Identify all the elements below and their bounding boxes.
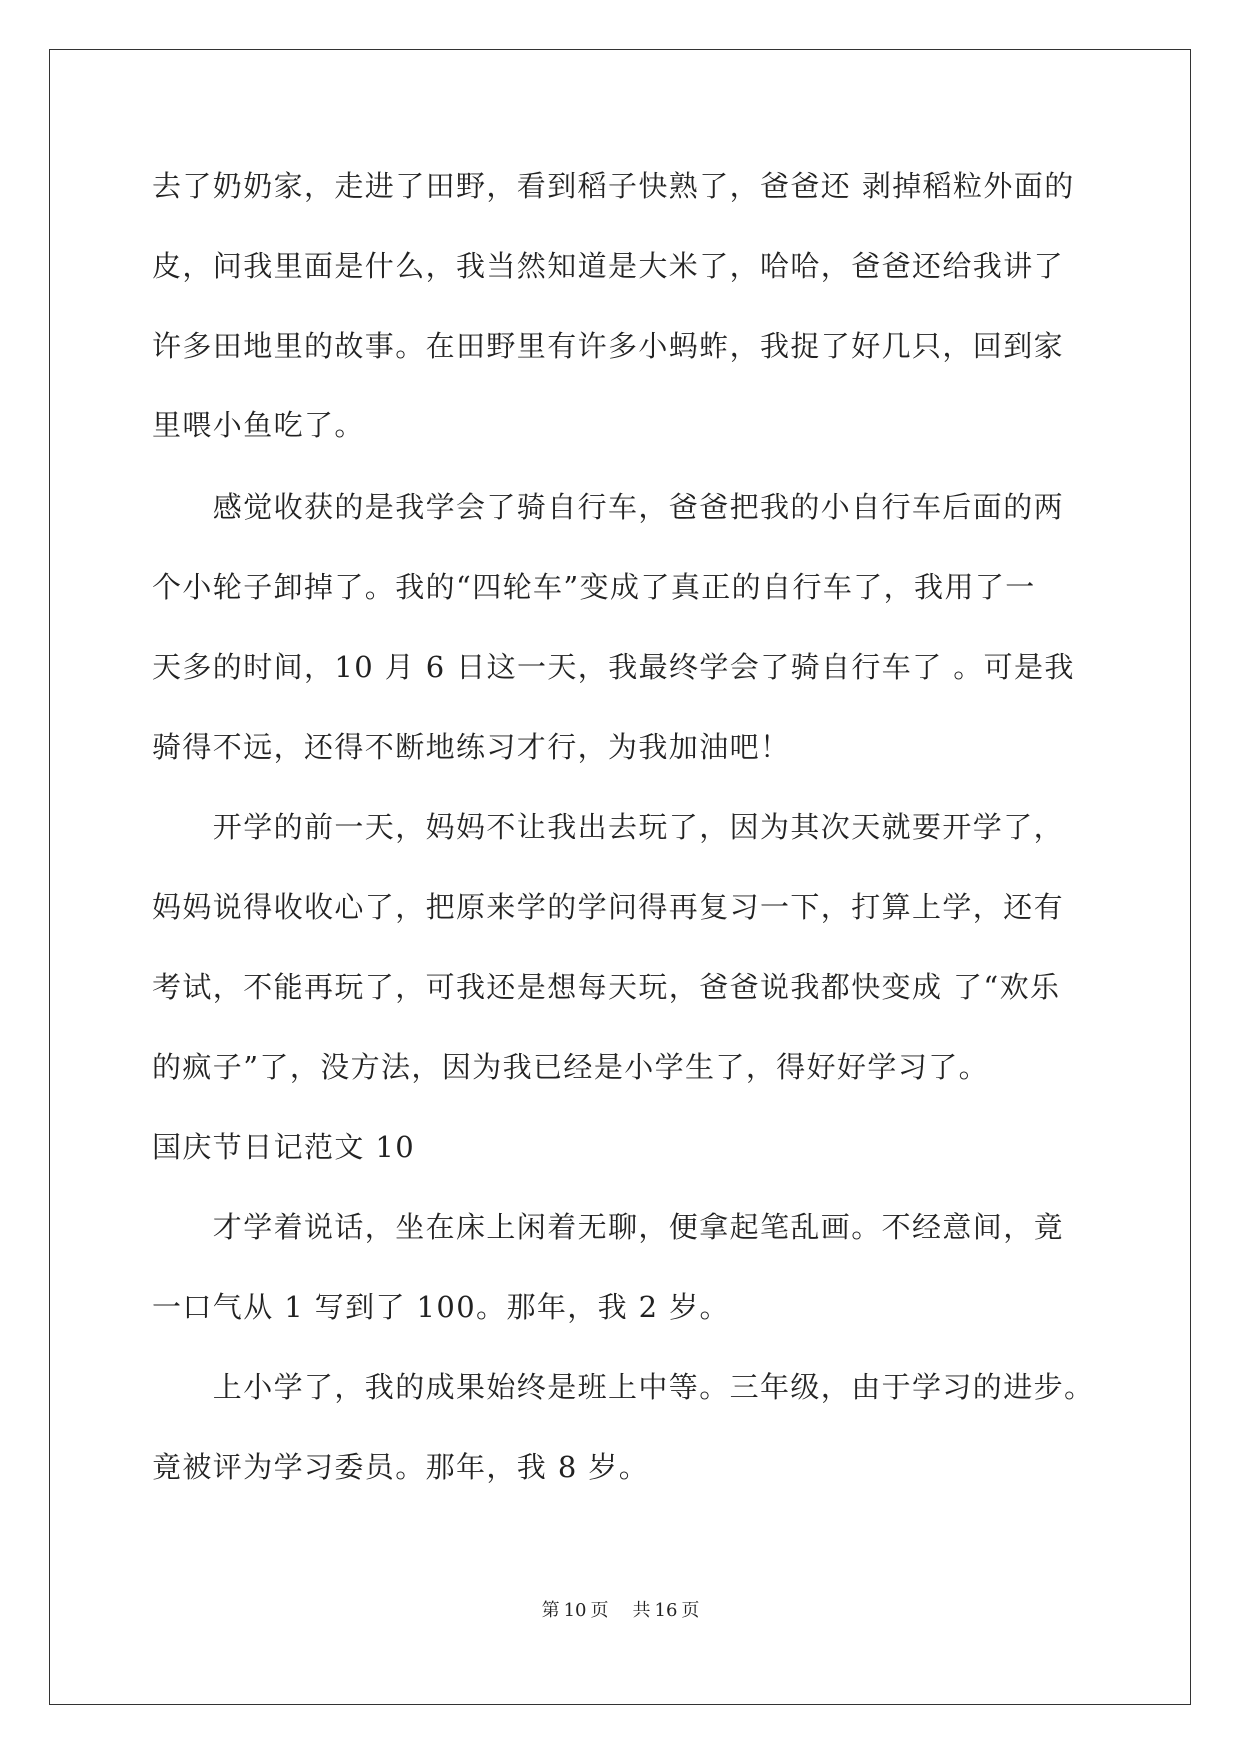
text-line: 天多的时间，10 月 6 日这一天，我最终学会了骑自行车了 。可是我	[152, 650, 1075, 684]
total-prefix: 共	[632, 1600, 651, 1621]
text-line: 上小学了，我的成果始终是班上中等。三年级，由于学习的进步。	[152, 1370, 1095, 1404]
text-line: 皮，问我里面是什么，我当然知道是大米了，哈哈，爸爸还给我讲了	[152, 249, 1065, 283]
page-number: 10	[563, 1600, 587, 1621]
text-line: 骑得不远，还得不断地练习才行，为我加油吧！	[152, 730, 791, 764]
total-pages: 16	[654, 1600, 678, 1621]
text-line: 考试，不能再玩了，可我还是想每天玩，爸爸说我都快变成 了“欢乐	[152, 970, 1061, 1004]
text-line: 才学着说话，坐在床上闲着无聊，便拿起笔乱画。不经意间，竟	[152, 1210, 1065, 1244]
text-line: 竟被评为学习委员。那年，我 8 岁。	[152, 1450, 650, 1484]
section-heading: 国庆节日记范文 10	[152, 1130, 416, 1164]
text-line: 个小轮子卸掉了。我的“四轮车”变成了真正的自行车了，我用了一	[152, 570, 1036, 604]
page-footer	[0, 1596, 1241, 1622]
text-line: 一口气从 1 写到了 100。那年，我 2 岁。	[152, 1290, 730, 1324]
text-line: 妈妈说得收收心了，把原来学的学问得再复习一下，打算上学，还有	[152, 890, 1065, 924]
total-suffix: 页	[681, 1600, 700, 1621]
page-prefix: 第	[541, 1600, 560, 1621]
text-line: 里喂小鱼吃了。	[152, 408, 365, 442]
text-line: 许多田地里的故事。在田野里有许多小蚂蚱，我捉了好几只，回到家	[152, 329, 1065, 363]
text-line: 开学的前一天，妈妈不让我出去玩了，因为其次天就要开学了，	[152, 810, 1065, 844]
text-line: 感觉收获的是我学会了骑自行车，爸爸把我的小自行车后面的两	[152, 490, 1065, 524]
text-line: 去了奶奶家，走进了田野，看到稻子快熟了，爸爸还 剥掉稻粒外面的	[152, 169, 1075, 203]
page-suffix: 页	[590, 1600, 609, 1621]
text-line: 的疯子”了，没方法，因为我已经是小学生了，得好好学习了。	[152, 1050, 990, 1084]
